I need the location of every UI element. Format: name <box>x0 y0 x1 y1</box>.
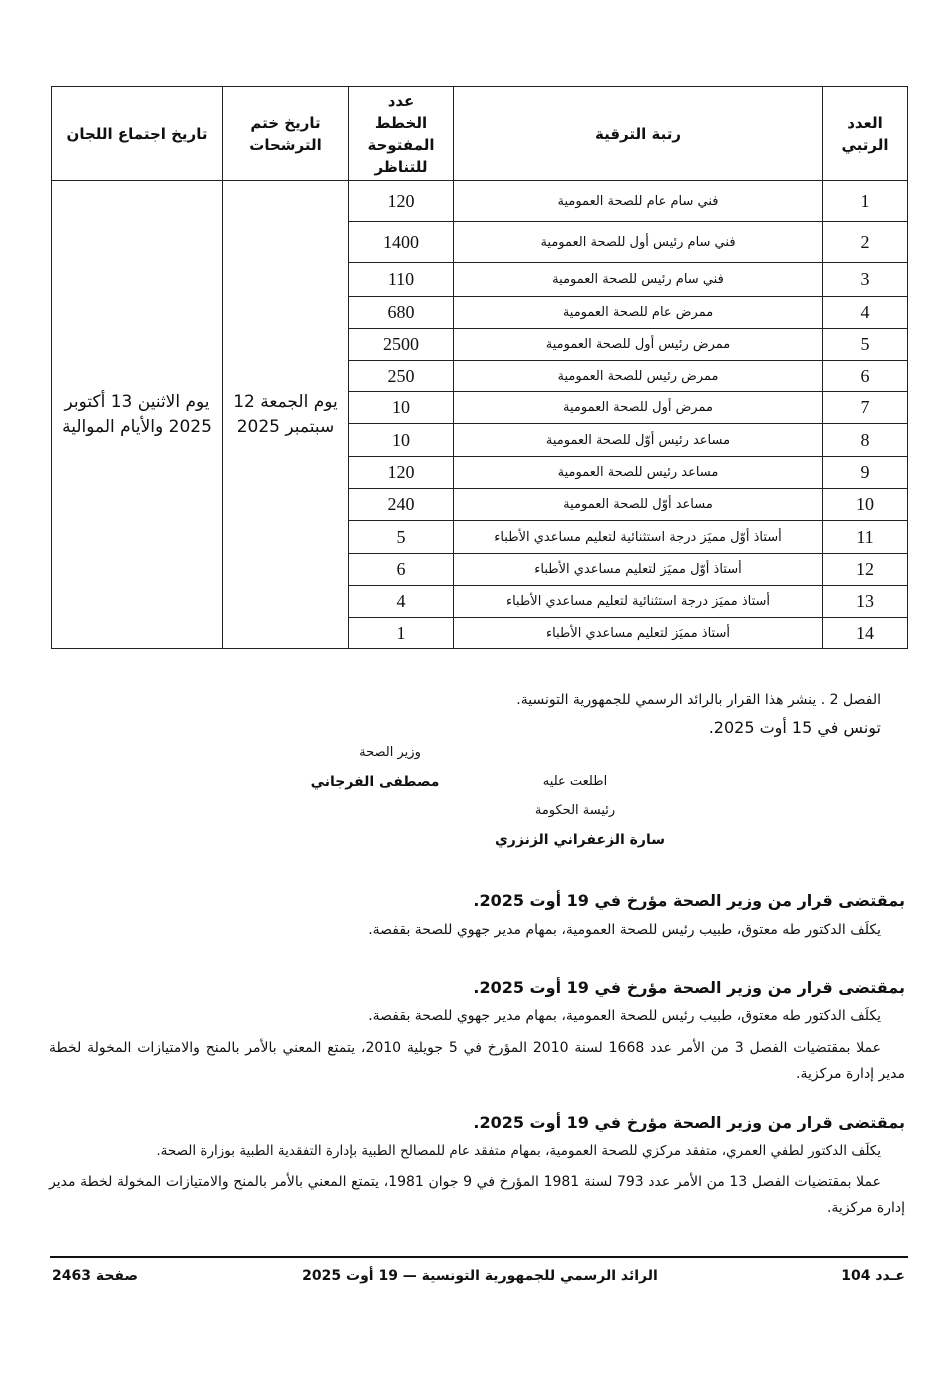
serial-cell: 3 <box>823 263 908 297</box>
open-posts-cell: 1 <box>349 618 454 649</box>
rank-cell: مساعد رئيس للصحة العمومية <box>454 457 823 489</box>
rank-cell: ممرض أول للصحة العمومية <box>454 392 823 424</box>
committee-line-1: يوم الاثنين 13 أكتوبر <box>64 391 210 412</box>
header-rank: رتبة الترقية <box>454 87 823 181</box>
deadline-line-2: سبتمبر 2025 <box>236 416 335 437</box>
deadline-line-1: يوم الجمعة 12 <box>233 391 338 412</box>
pm-title: رئيسة الحكومة <box>534 803 616 818</box>
serial-cell: 1 <box>823 181 908 222</box>
seen-by: اطلعت عليه <box>542 774 608 789</box>
decree-2-line-1: يكلَف الدكتور طه معتوق، طبيب رئيس للصحة العمومية، بمهام مدير جهوي للصحة بقفصة. <box>368 1008 881 1024</box>
rank-cell: فني سام عام للصحة العمومية <box>454 181 823 222</box>
rank-cell: أستاذ مميَز درجة استثنائية لتعليم مساعدي الأطباء <box>454 586 823 618</box>
serial-cell: 4 <box>823 297 908 329</box>
rank-cell: مساعد أوّل للصحة العمومية <box>454 489 823 521</box>
decree-3-line-1: يكلَف الدكتور لطفي العمري، متفقد مركزي للصحة العمومية، بمهام متفقد عام للمصالح الطبية بإدارة التفقدية الطبية بوزارة الصحة. <box>156 1143 881 1159</box>
open-posts-cell: 120 <box>349 181 454 222</box>
committee-cell <box>52 181 223 649</box>
promotion-table <box>51 86 908 649</box>
rank-cell: فني سام رئيس أول للصحة العمومية <box>454 222 823 263</box>
serial-cell: 2 <box>823 222 908 263</box>
pm-name: سارة الزعفراني الزنزري <box>494 832 666 848</box>
open-posts-cell: 680 <box>349 297 454 329</box>
decree-1-line-1: يكلَف الدكتور طه معتوق، طبيب رئيس للصحة العمومية، بمهام مدير جهوي للصحة بقفصة. <box>368 922 881 938</box>
header-serial: العدد الرتبي <box>823 87 908 181</box>
minister-title: وزير الصحة <box>359 745 421 760</box>
open-posts-cell: 250 <box>349 361 454 392</box>
header-deadline: تاريخ ختم الترشحات <box>223 87 349 181</box>
rank-cell: ممرض رئيس للصحة العمومية <box>454 361 823 392</box>
serial-cell: 9 <box>823 457 908 489</box>
rank-cell: أستاذ أوّل مميَز درجة استثنائية لتعليم مساعدي الأطباء <box>454 521 823 554</box>
serial-cell: 6 <box>823 361 908 392</box>
decree-2-line-2: عملا بمقتضيات الفصل 3 من الأمر عدد 1668 لسنة 2010 المؤرخ في 5 جويلية 2010، يتمتع المعني بالأمر بالمنح والامتيازات المخولة لخطة مدير إدارة مركزية. <box>49 1040 905 1082</box>
decree-1-title: بمقتضى قرار من وزير الصحة مؤرخ في 19 أوت 2025. <box>473 891 905 910</box>
footer-journal: الرائد الرسمي للجمهورية التونسية — 19 أوت 2025 <box>302 1268 658 1284</box>
table-row <box>52 181 908 222</box>
open-posts-cell: 4 <box>349 586 454 618</box>
serial-cell: 12 <box>823 554 908 586</box>
open-posts-cell: 1400 <box>349 222 454 263</box>
place-date: تونس في 15 أوت 2025. <box>708 718 881 737</box>
footer-page: صفحة 2463 <box>52 1268 139 1284</box>
open-posts-cell: 10 <box>349 392 454 424</box>
open-posts-cell: 10 <box>349 424 454 457</box>
open-posts-cell: 2500 <box>349 329 454 361</box>
open-posts-cell: 240 <box>349 489 454 521</box>
open-posts-cell: 6 <box>349 554 454 586</box>
decree-3-title: بمقتضى قرار من وزير الصحة مؤرخ في 19 أوت 2025. <box>473 1113 905 1132</box>
serial-cell: 7 <box>823 392 908 424</box>
open-posts-cell: 5 <box>349 521 454 554</box>
open-posts-cell: 110 <box>349 263 454 297</box>
article-2: الفصل 2 . ينشر هذا القرار بالرائد الرسمي للجمهورية التونسية. <box>516 692 881 708</box>
minister-name: مصطفى الفرجاني <box>310 774 440 790</box>
table-header-row <box>52 87 908 181</box>
serial-cell: 8 <box>823 424 908 457</box>
committee-line-2: 2025 والأيام الموالية <box>62 416 212 437</box>
rank-cell: أستاذ مميَز لتعليم مساعدي الأطباء <box>454 618 823 649</box>
deadline-cell <box>223 181 349 649</box>
rank-cell: فني سام رئيس للصحة العمومية <box>454 263 823 297</box>
rank-cell: أستاذ أوّل مميَز لتعليم مساعدي الأطباء <box>454 554 823 586</box>
footer-issue: عـدد 104 <box>841 1268 905 1284</box>
serial-cell: 14 <box>823 618 908 649</box>
decree-2-title: بمقتضى قرار من وزير الصحة مؤرخ في 19 أوت 2025. <box>473 978 905 997</box>
serial-cell: 11 <box>823 521 908 554</box>
footer-rule <box>50 1256 908 1258</box>
rank-cell: مساعد رئيس أوّل للصحة العمومية <box>454 424 823 457</box>
header-open-posts: عدد الخطط المفتوحة للتناظر <box>349 87 454 181</box>
serial-cell: 13 <box>823 586 908 618</box>
rank-cell: ممرض رئيس أول للصحة العمومية <box>454 329 823 361</box>
header-committee: تاريخ اجتماع اللجان <box>52 87 223 181</box>
rank-cell: ممرض عام للصحة العمومية <box>454 297 823 329</box>
serial-cell: 5 <box>823 329 908 361</box>
open-posts-cell: 120 <box>349 457 454 489</box>
serial-cell: 10 <box>823 489 908 521</box>
decree-3-line-2: عملا بمقتضيات الفصل 13 من الأمر عدد 793 لسنة 1981 المؤرخ في 9 جوان 1981، يتمتع المعني بالأمر بالمنح والامتيازات المخولة لخطة مدير إدارة مركزية. <box>49 1174 905 1216</box>
